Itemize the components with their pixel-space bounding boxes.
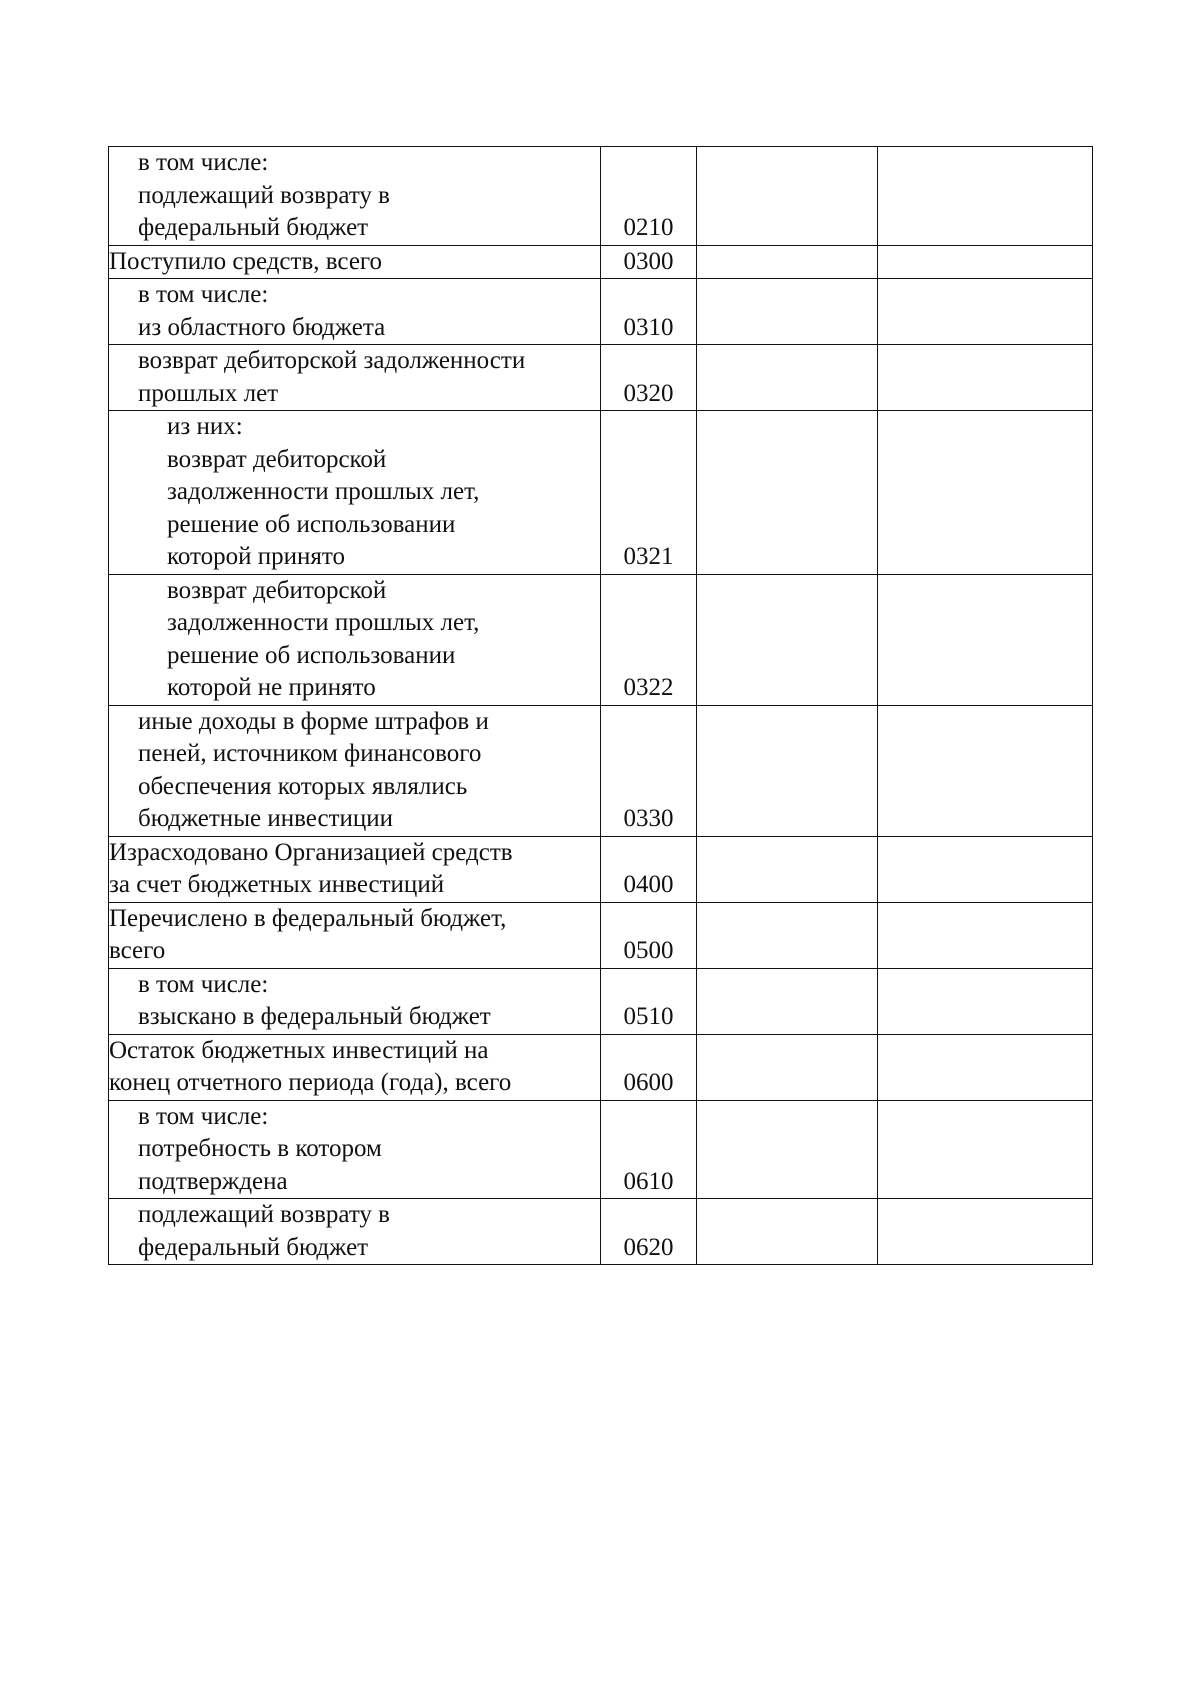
row-label: в том числе: взыскано в федеральный бюджет <box>138 970 491 1030</box>
value-cell-1 <box>697 968 878 1034</box>
table-row <box>109 345 1093 411</box>
row-label: возврат дебиторской задолженности прошлых лет, решение об использовании которой не принято <box>167 576 480 701</box>
report-table <box>108 146 1093 1265</box>
table-row <box>109 1034 1093 1100</box>
row-label-cell <box>109 411 601 575</box>
row-label: в том числе: потребность в котором подтверждена <box>138 1102 382 1195</box>
row-label: в том числе: из областного бюджета <box>138 281 386 341</box>
value-cell-1 <box>697 245 878 279</box>
value-cell-1 <box>697 574 878 705</box>
row-code: 0620 <box>601 1199 697 1265</box>
value-cell-1 <box>697 902 878 968</box>
row-label-cell <box>109 902 601 968</box>
row-label-cell <box>109 705 601 836</box>
value-cell-1 <box>697 1199 878 1265</box>
value-cell-2 <box>878 411 1093 575</box>
row-code: 0330 <box>601 705 697 836</box>
table-row <box>109 902 1093 968</box>
value-cell-1 <box>697 1034 878 1100</box>
table-row <box>109 574 1093 705</box>
row-label: Перечислено в федеральный бюджет, всего <box>109 904 507 964</box>
value-cell-1 <box>697 345 878 411</box>
value-cell-2 <box>878 574 1093 705</box>
row-label-cell <box>109 245 601 279</box>
table-row <box>109 411 1093 575</box>
value-cell-1 <box>697 147 878 246</box>
table-row <box>109 147 1093 246</box>
row-label-cell <box>109 345 601 411</box>
row-label: подлежащий возврату в федеральный бюджет <box>138 1201 390 1261</box>
value-cell-2 <box>878 836 1093 902</box>
value-cell-2 <box>878 968 1093 1034</box>
report-table-body <box>109 147 1093 1265</box>
table-row <box>109 705 1093 836</box>
document-page <box>108 146 1093 1265</box>
row-label-cell <box>109 836 601 902</box>
row-label-cell <box>109 574 601 705</box>
row-code: 0320 <box>601 345 697 411</box>
value-cell-1 <box>697 1100 878 1199</box>
row-label-cell <box>109 279 601 345</box>
value-cell-2 <box>878 279 1093 345</box>
value-cell-2 <box>878 1100 1093 1199</box>
row-code: 0322 <box>601 574 697 705</box>
row-label: из них: возврат дебиторской задолженности прошлых лет, решение об использовании которой принято <box>167 413 480 570</box>
table-row <box>109 836 1093 902</box>
value-cell-1 <box>697 279 878 345</box>
row-label: Израсходовано Организацией средств за счет бюджетных инвестиций <box>109 838 513 898</box>
row-label: иные доходы в форме штрафов и пеней, источником финансового обеспечения которых являлись бюджетные инвестиции <box>138 707 489 832</box>
row-code: 0210 <box>601 147 697 246</box>
row-code: 0610 <box>601 1100 697 1199</box>
row-label-cell <box>109 968 601 1034</box>
row-code: 0510 <box>601 968 697 1034</box>
row-label: Поступило средств, всего <box>109 247 383 275</box>
value-cell-2 <box>878 705 1093 836</box>
row-label-cell <box>109 1100 601 1199</box>
table-row <box>109 245 1093 279</box>
value-cell-1 <box>697 411 878 575</box>
row-label-cell <box>109 147 601 246</box>
table-row <box>109 968 1093 1034</box>
table-row <box>109 1100 1093 1199</box>
value-cell-1 <box>697 705 878 836</box>
value-cell-2 <box>878 1199 1093 1265</box>
table-row <box>109 1199 1093 1265</box>
row-label: возврат дебиторской задолженности прошлых лет <box>138 347 526 407</box>
row-code: 0600 <box>601 1034 697 1100</box>
value-cell-2 <box>878 245 1093 279</box>
value-cell-2 <box>878 147 1093 246</box>
table-row <box>109 279 1093 345</box>
row-code: 0400 <box>601 836 697 902</box>
value-cell-2 <box>878 1034 1093 1100</box>
row-label-cell <box>109 1199 601 1265</box>
row-code: 0500 <box>601 902 697 968</box>
row-label-cell <box>109 1034 601 1100</box>
row-code: 0321 <box>601 411 697 575</box>
value-cell-2 <box>878 345 1093 411</box>
row-label: Остаток бюджетных инвестиций на конец отчетного периода (года), всего <box>109 1036 512 1096</box>
value-cell-1 <box>697 836 878 902</box>
row-label: в том числе: подлежащий возврату в федеральный бюджет <box>138 149 390 241</box>
value-cell-2 <box>878 902 1093 968</box>
row-code: 0300 <box>601 245 697 279</box>
row-code: 0310 <box>601 279 697 345</box>
